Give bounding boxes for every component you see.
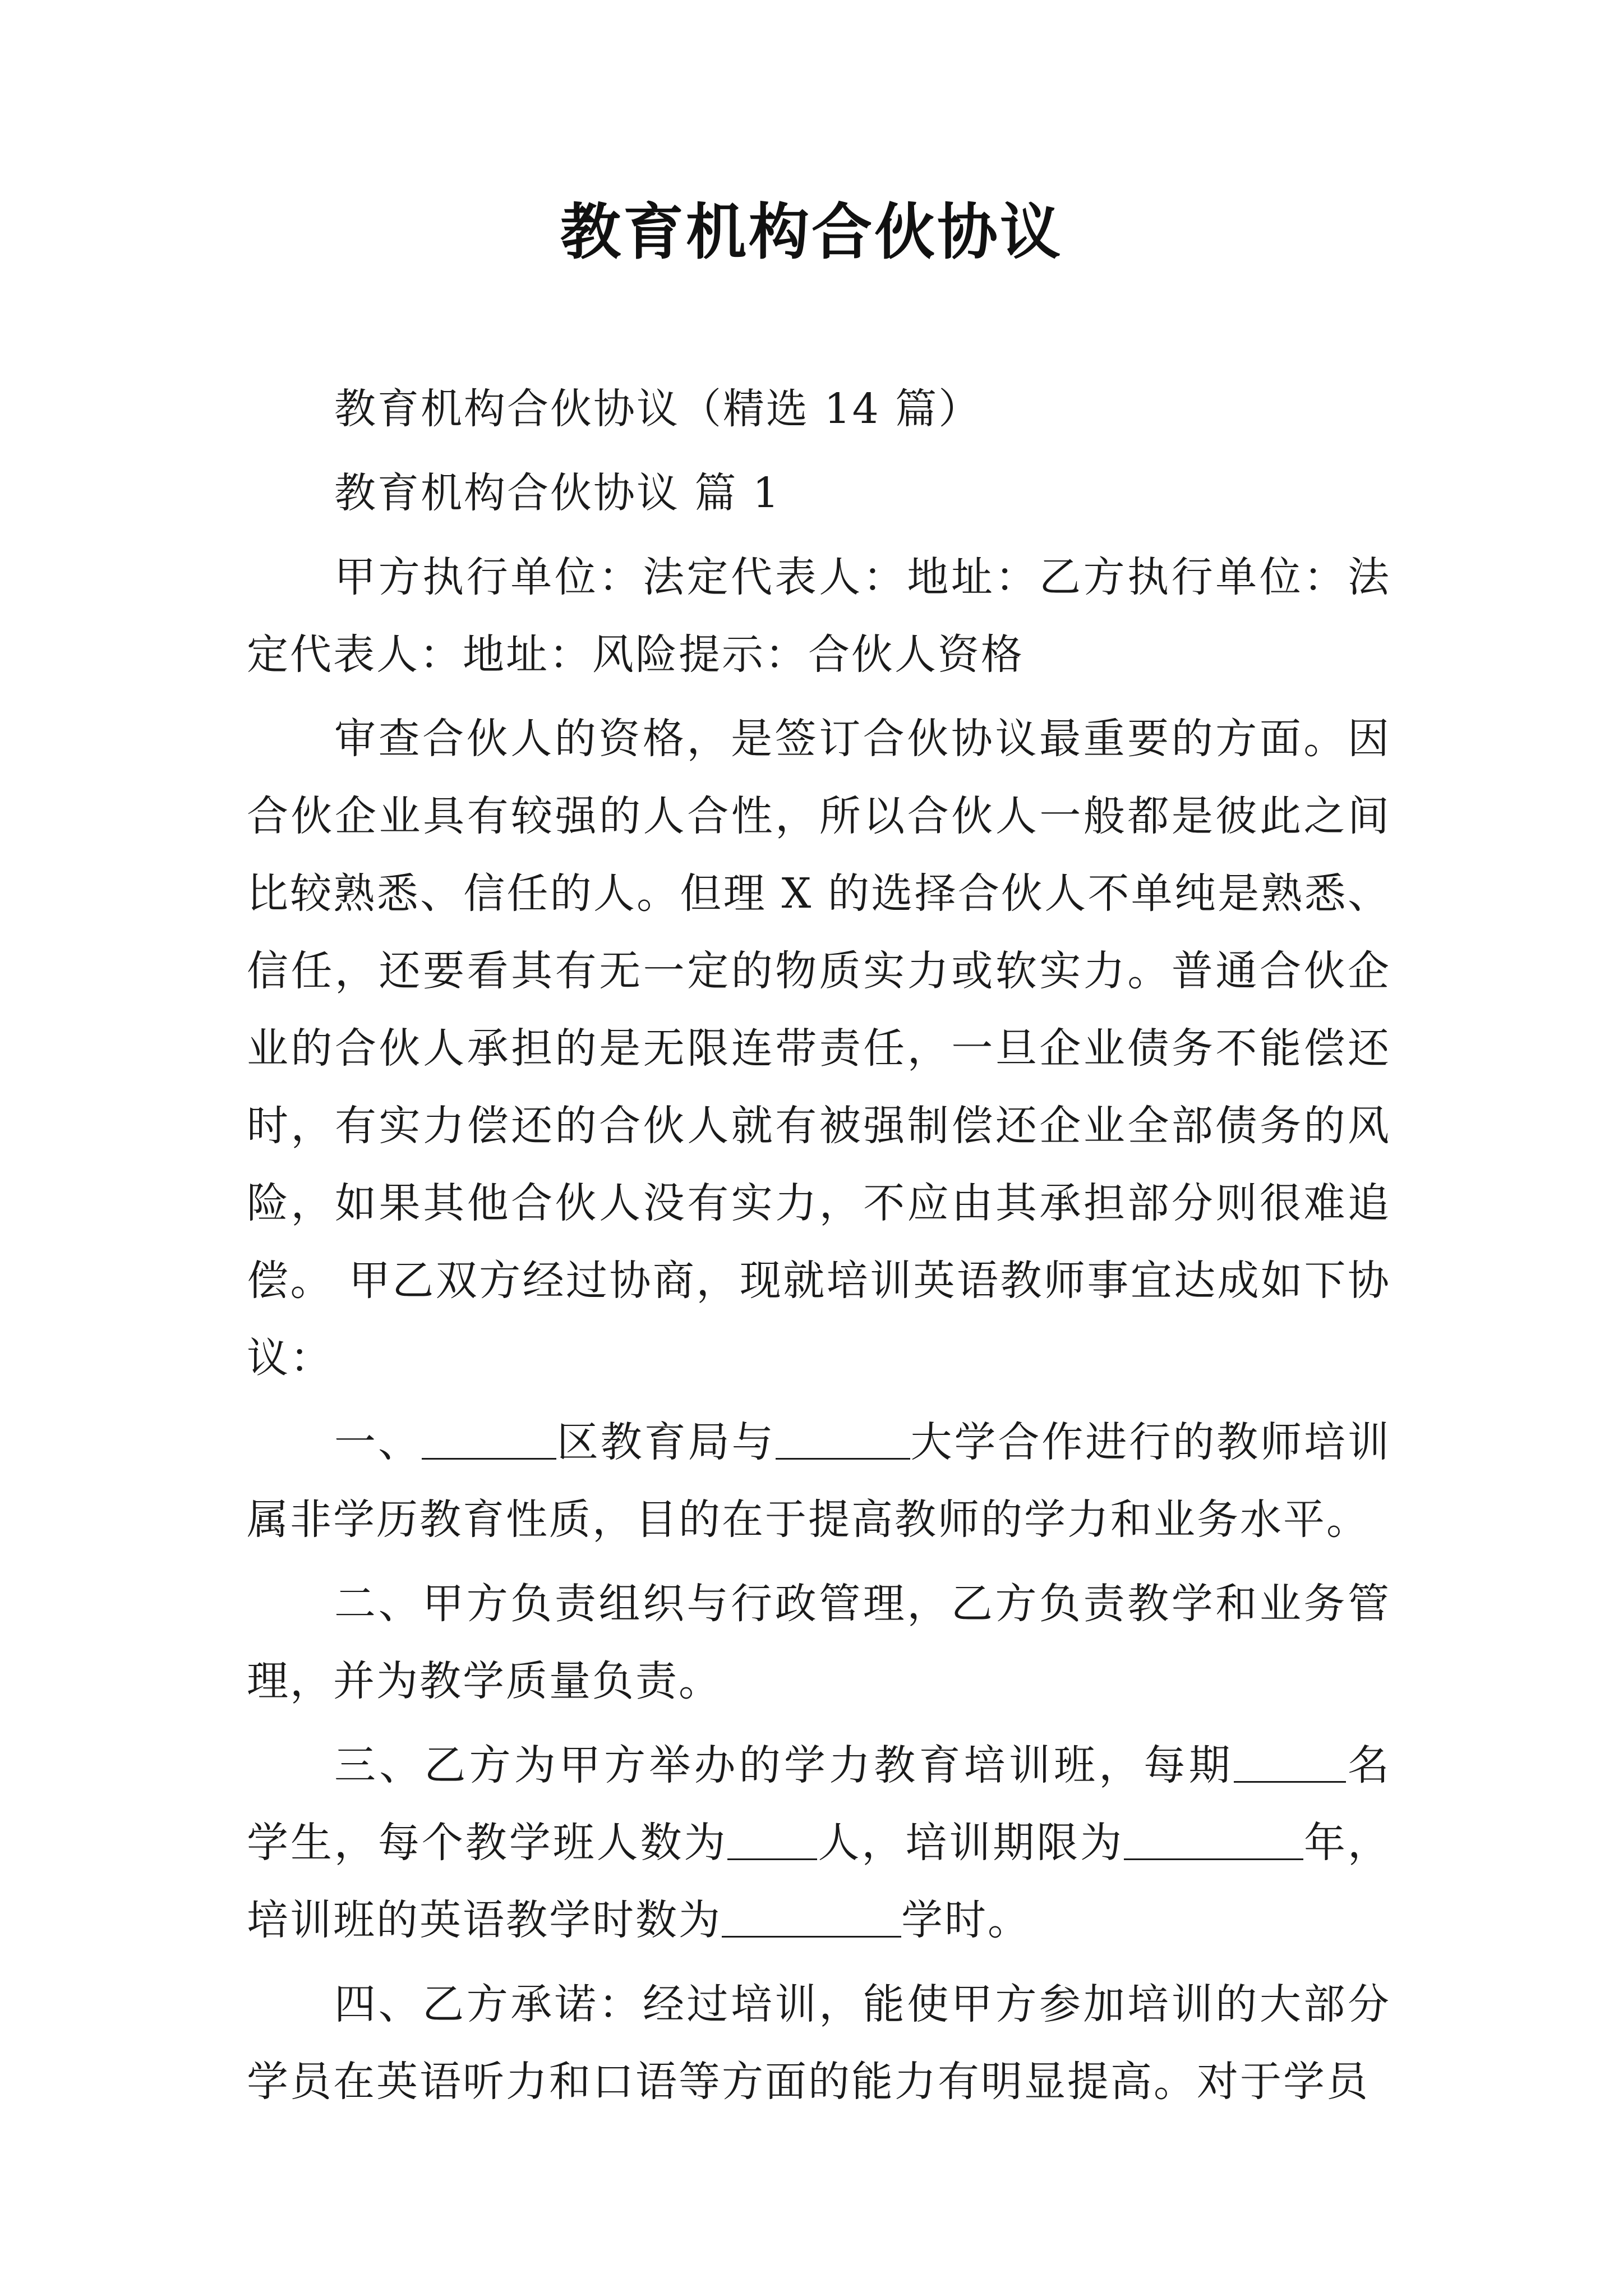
clause-1 xyxy=(247,1404,1391,1558)
fill-blank xyxy=(1234,1742,1346,1783)
fill-blank xyxy=(722,1897,901,1938)
fill-blank xyxy=(727,1819,817,1860)
fill-blank xyxy=(422,1419,556,1460)
fill-blank xyxy=(776,1419,910,1460)
clause-3-text-d: 年，培训班的英语教学时数为 xyxy=(247,1819,1391,1944)
clause-3 xyxy=(247,1727,1391,1959)
clause-3-text-b: 名学生，每个教学班人数为 xyxy=(247,1741,1391,1867)
document-subtitle: 教育机构合伙协议（精选 14 篇） xyxy=(334,385,982,433)
clause-3-text-c: 人，培训期限为 xyxy=(817,1819,1124,1867)
document-title: 教育机构合伙协议 xyxy=(560,197,1063,268)
clause-3-text-e: 学时。 xyxy=(901,1896,1031,1944)
paragraph-risk-notice: 审查合伙人的资格，是签订合伙协议最重要的方面。因合伙企业具有较强的人合性，所以合伙人一般都是彼此之间比较熟悉、信任的人。但理 X 的选择合伙人不单纯是熟悉、信任，还要看其有无一定的物质实力或软实力。普通合伙企业的合伙人承担的是无限连带责任，一旦企业债务不能偿还时，有实力偿还的合伙人就有被强制偿还企业全部债务的风险，如果其他合伙人没有实力，不应由其承担部分则很难追偿。 甲乙双方经过协商，现就培训英语教师事宜达成如下协议： xyxy=(247,715,1391,1382)
paragraph-parties: 甲方执行单位：法定代表人：地址：乙方执行单位：法定代表人：地址：风险提示：合伙人资格 xyxy=(247,553,1391,679)
clause-4: 四、乙方承诺：经过培训，能使甲方参加培训的大部分学员在英语听力和口语等方面的能力有明显提高。对于学员 xyxy=(247,1980,1391,2106)
section-heading: 教育机构合伙协议 篇 1 xyxy=(334,469,781,517)
clause-1-text-a: 一、 xyxy=(334,1418,422,1466)
document-body xyxy=(247,370,1391,2127)
clause-3-text-a: 三、乙方为甲方举办的学力教育培训班，每期 xyxy=(334,1741,1234,1789)
clause-1-text-b: 区教育局与 xyxy=(556,1418,776,1466)
fill-blank xyxy=(1124,1819,1303,1860)
clause-2: 二、甲方负责组织与行政管理，乙方负责教学和业务管理，并为教学质量负责。 xyxy=(247,1580,1391,1705)
clause-1-text-c: 大学合作进行的教师培训属非学历教育性质，目的在于提高教师的学力和业务水平。 xyxy=(247,1418,1391,1544)
